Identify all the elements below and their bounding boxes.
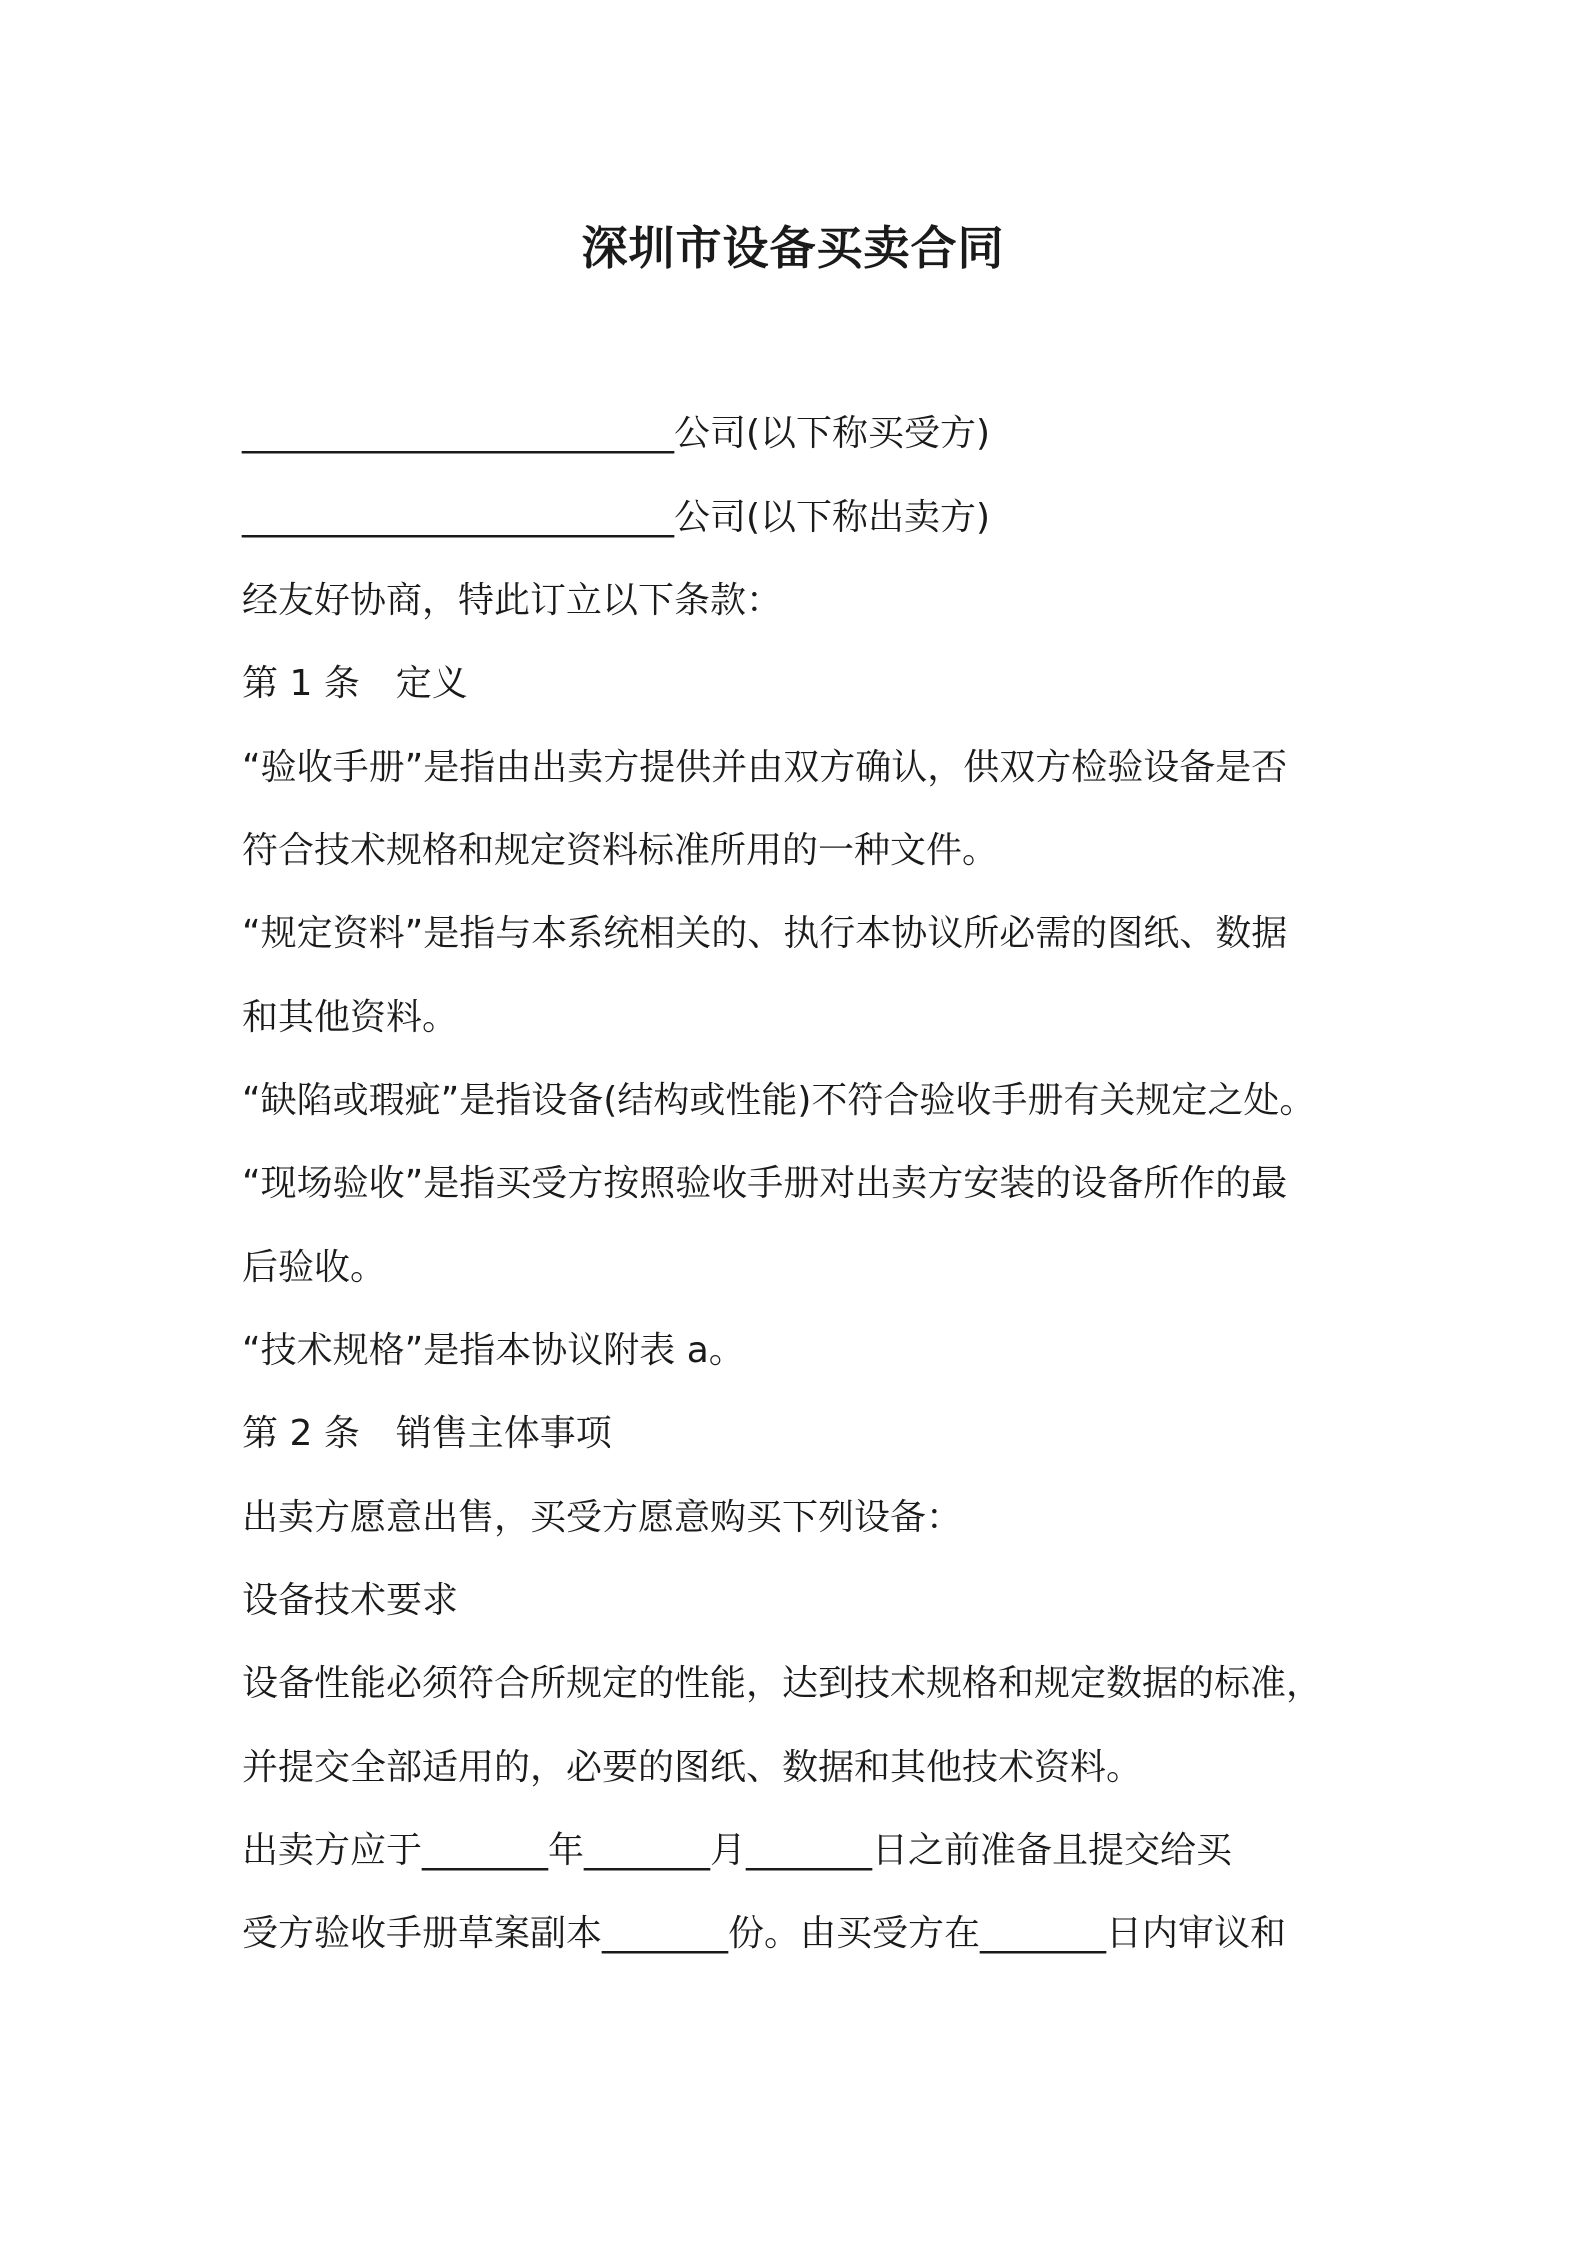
article-1-heading: 第 1 条 定义	[242, 663, 468, 704]
definition-specified-materials-line-1: “规定资料”是指与本系统相关的、执行本协议所必需的图纸、数据	[242, 913, 1288, 954]
seller-company-line: ________________________公司(以下称出卖方)	[242, 497, 991, 538]
performance-requirement-line-2: 并提交全部适用的，必要的图纸、数据和其他技术资料。	[242, 1747, 1143, 1788]
performance-requirement-line-1: 设备性能必须符合所规定的性能，达到技术规格和规定数据的标准，	[242, 1663, 1323, 1704]
document-title: 深圳市设备买卖合同	[581, 221, 1005, 275]
definition-technical-spec-line: “技术规格”是指本协议附表 a。	[242, 1330, 745, 1371]
intro-line: 经友好协商，特此订立以下条款：	[242, 580, 783, 621]
definition-site-acceptance-line-2: 后验收。	[242, 1247, 387, 1288]
definition-specified-materials-line-2: 和其他资料。	[242, 997, 459, 1038]
buyer-company-line: ________________________公司(以下称买受方)	[242, 413, 991, 454]
sale-agreement-line: 出卖方愿意出售，买受方愿意购买下列设备：	[242, 1497, 963, 1538]
manual-submission-line-1: 出卖方应于_______年_______月_______日之前准备且提交给买	[242, 1830, 1233, 1871]
equipment-requirements-heading: 设备技术要求	[242, 1580, 459, 1621]
definition-acceptance-manual-line-1: “验收手册”是指由出卖方提供并由双方确认，供双方检验设备是否	[242, 747, 1288, 788]
article-2-heading: 第 2 条 销售主体事项	[242, 1413, 612, 1454]
definition-acceptance-manual-line-2: 符合技术规格和规定资料标准所用的一种文件。	[242, 830, 999, 871]
definition-defect-line: “缺陷或瑕疵”是指设备(结构或性能)不符合验收手册有关规定之处。	[242, 1080, 1316, 1121]
manual-submission-line-2: 受方验收手册草案副本_______份。由买受方在_______日内审议和	[242, 1913, 1287, 1954]
definition-site-acceptance-line-1: “现场验收”是指买受方按照验收手册对出卖方安装的设备所作的最	[242, 1163, 1288, 1204]
